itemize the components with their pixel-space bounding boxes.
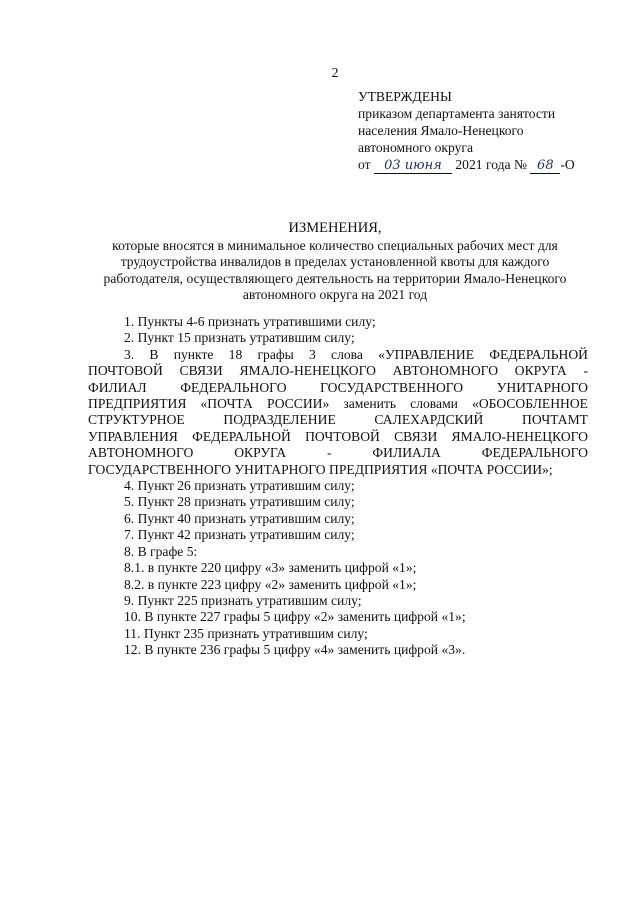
list-item-paragraph-3 (88, 347, 588, 478)
approval-line-okrug: автономного округа (358, 140, 474, 155)
list-item: 4. Пункт 26 признать утратившим силу; (124, 478, 355, 494)
order-suffix: -О (560, 157, 575, 172)
paragraph-3-line: ГОСУДАРСТВЕННОГО УНИТАРНОГО ПРЕДПРИЯТИЯ «ПОЧТА РОССИИ»; (88, 461, 553, 477)
order-prefix: от (358, 157, 371, 172)
paragraph-3-line: УПРАВЛЕНИЯ ФЕДЕРАЛЬНОЙ ПОЧТОВОЙ СВЯЗИ ЯМАЛО-НЕНЕЦКОГО (88, 428, 588, 444)
document-heading (80, 220, 590, 304)
heading-line-4: автономного округа на 2021 год (242, 287, 428, 302)
approval-line-order: приказом департамента занятости (358, 106, 556, 121)
list-item: 10. В пункте 227 графы 5 цифру «2» заменить цифрой «1»; (124, 609, 466, 625)
order-date-number-line (358, 156, 628, 174)
paragraph-3-line: ПОЧТОВОЙ СВЯЗИ ЯМАЛО-НЕНЕЦКОГО АВТОНОМНОГО ОКРУГА - (88, 363, 588, 379)
paragraph-3-line: ФИЛИАЛ ФЕДЕРАЛЬНОГО ГОСУДАРСТВЕННОГО УНИТАРНОГО (88, 379, 588, 395)
list-item: 5. Пункт 28 признать утратившим силу; (124, 494, 355, 510)
changes-list (88, 314, 588, 659)
paragraph-3-line: СТРУКТУРНОЕ ПОДРАЗДЕЛЕНИЕ САЛЕХАРДСКИЙ ПОЧТАМТ (88, 412, 588, 428)
list-item: 8. В графе 5: (124, 543, 198, 559)
list-item: 7. Пункт 42 признать утратившим силу; (124, 527, 355, 543)
list-item: 8.2. в пункте 223 цифру «2» заменить цифрой «1»; (124, 576, 417, 592)
heading-line-1: которые вносятся в минимальное количество специальных рабочих мест для (112, 237, 558, 253)
list-item: 12. В пункте 236 графы 5 цифру «4» заменить цифрой «3». (124, 642, 466, 658)
list-item: 1. Пункты 4-6 признать утратившими силу; (124, 314, 376, 329)
handwritten-order-number: 68 (530, 159, 560, 174)
list-item: 8.1. в пункте 220 цифру «3» заменить цифрой «1»; (124, 560, 417, 576)
heading-line-2: трудоустройства инвалидов в пределах установленной квоты для каждого (120, 254, 550, 269)
order-year: 2021 года № (455, 157, 527, 172)
page-number: 2 (331, 66, 339, 81)
list-item: 9. Пункт 225 признать утратившим силу; (124, 592, 362, 608)
approval-line-population: населения Ямало-Ненецкого (358, 123, 524, 138)
heading-line-3: работодателя, осуществляющего деятельность на территории Ямало-Ненецкого (103, 270, 567, 286)
list-item: 6. Пункт 40 признать утратившим силу; (124, 510, 355, 526)
document-title: ИЗМЕНЕНИЯ, (288, 220, 382, 236)
list-item: 11. Пункт 235 признать утратившим силу; (124, 625, 368, 641)
paragraph-3-line: ПРЕДПРИЯТИЯ «ПОЧТА РОССИИ» заменить словами «ОБОСОБЛЕННОЕ (88, 396, 588, 412)
handwritten-date: 03 июня (374, 159, 452, 174)
approval-block (358, 88, 628, 174)
paragraph-3-line: АВТОНОМНОГО ОКРУГА - ФИЛИАЛА ФЕДЕРАЛЬНОГО (88, 445, 588, 461)
approval-title: УТВЕРЖДЕНЫ (358, 89, 452, 104)
list-item: 2. Пункт 15 признать утратившим силу; (124, 330, 355, 346)
paragraph-3-line: 3. В пункте 18 графы 3 слова «УПРАВЛЕНИЕ ФЕДЕРАЛЬНОЙ (124, 346, 588, 362)
